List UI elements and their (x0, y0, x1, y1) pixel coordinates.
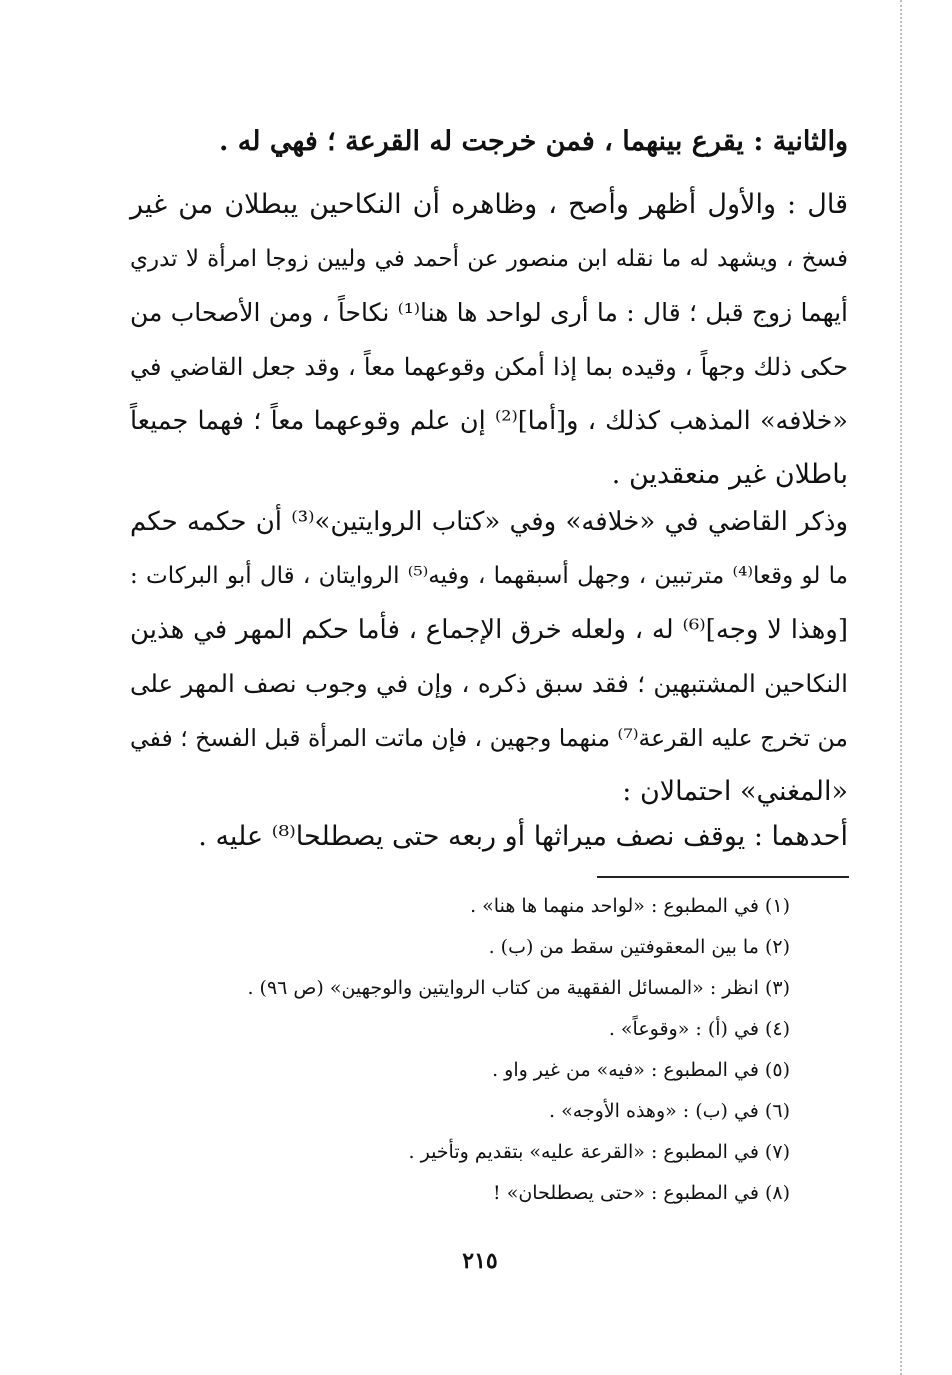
footnote-6: (٦) في (ب) : «وهذه الأوجه» . (549, 1100, 790, 1122)
footnote-7: (٧) في المطبوع : «القرعة عليه» بتقديم وتأخير . (408, 1141, 790, 1163)
page-number: ٢١٥ (462, 1248, 498, 1274)
footnote-separator (597, 876, 849, 878)
margin-dotted-rule (900, 0, 902, 1375)
text-line: «المغني» احتمالان : (622, 776, 848, 807)
text-line: ما لو وقعا⁽⁴⁾ مترتبين ، وجهل أسبقهما ، وفيه⁽⁵⁾ الروايتان ، قال أبو البركات : (130, 563, 848, 589)
text-line: [وهذا لا وجه]⁽⁶⁾ له ، ولعله خرق الإجماع ، فأما حكم المهر في هذين (130, 615, 848, 645)
footnote-4: (٤) في (أ) : «وقوعاً» . (608, 1018, 790, 1040)
text-line: أحدهما : يوقف نصف ميراثها أو ربعه حتى يصطلحا⁽⁸⁾ عليه . (198, 821, 848, 852)
paragraph-1 (130, 115, 848, 169)
text-line: النكاحين المشتبهين ؛ فقد سبق ذكره ، وإن في وجوب نصف المهر على (130, 669, 848, 698)
text-line: باطلان غير منعقدين . (611, 459, 848, 490)
text-line: قال : والأول أظهر وأصح ، وظاهره أن النكاحين يبطلان من غير (130, 189, 848, 220)
footnote-8: (٨) في المطبوع : «حتى يصطلحان» ! (493, 1182, 790, 1204)
text-line: حكى ذلك وجهاً ، وقيده بما إذا أمكن وقوعهما معاً ، وقد جعل القاضي في (130, 353, 848, 381)
footnote-1: (١) في المطبوع : «لواحد منهما ها هنا» . (470, 895, 790, 917)
text-line: أيهما زوج قبل ؛ قال : ما أرى لواحد ها هنا⁽¹⁾ نكاحاً ، ومن الأصحاب من (130, 298, 848, 327)
text-line: والثانية : يقرع بينهما ، فمن خرجت له القرعة ؛ فهي له . (218, 126, 848, 157)
footnotes (200, 886, 790, 1214)
text-line: «خلافه» المذهب كذلك ، و[أما]⁽²⁾ إن علم وقوعهما معاً ؛ فهما جميعاً (130, 406, 848, 436)
paragraph-2 (130, 178, 848, 502)
paragraph-4 (130, 810, 848, 864)
footnote-2: (٢) ما بين المعقوفتين سقط من (ب) . (488, 936, 790, 958)
paragraph-3 (130, 495, 848, 819)
text-line: فسخ ، ويشهد له ما نقله ابن منصور عن أحمد في وليين زوجا امرأة لا تدري (130, 246, 848, 272)
text-line: وذكر القاضي في «خلافه» وفي «كتاب الروايتين»⁽³⁾ أن حكمه حكم (130, 507, 849, 537)
text-line: من تخرج عليه القرعة⁽⁷⁾ منهما وجهين ، فإن ماتت المرأة قبل الفسخ ؛ ففي (130, 724, 848, 752)
footnote-5: (٥) في المطبوع : «فيه» من غير واو . (492, 1059, 790, 1081)
footnote-3: (٣) انظر : «المسائل الفقهية من كتاب الروايتين والوجهين» (ص ٩٦) . (247, 977, 790, 999)
